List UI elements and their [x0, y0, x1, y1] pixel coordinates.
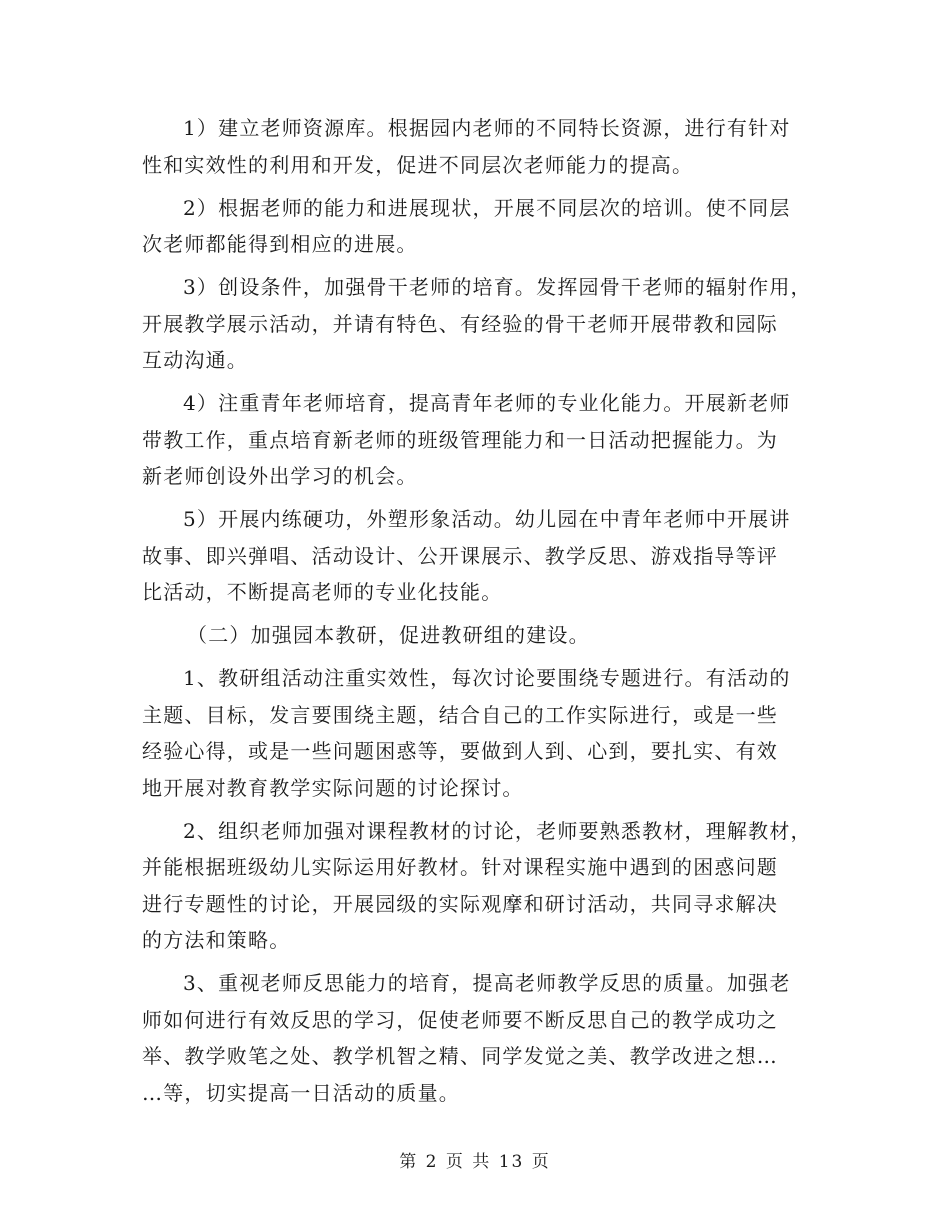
- paragraph-line: 5）开展内练硬功，外塑形象活动。幼儿园在中青年老师中开展讲: [183, 507, 791, 531]
- paragraph-teacher-resource-bank: [142, 110, 817, 183]
- paragraph-line: 开展教学展示活动，并请有特色、有经验的骨干老师开展带教和园际: [142, 311, 778, 336]
- paragraph-line: 3）创设条件，加强骨干老师的培育。发挥园骨干老师的辐射作用，: [183, 275, 812, 299]
- paragraph-line: 新老师创设外出学习的机会。: [142, 464, 418, 488]
- paragraph-backbone-teachers: [142, 269, 817, 379]
- paragraph-line: 主题、目标，发言要围绕主题，结合自己的工作实际进行，或是一些: [142, 702, 778, 727]
- paragraph-line: 性和实效性的利用和开发，促进不同层次老师能力的提高。: [142, 152, 694, 177]
- paragraph-line: 并能根据班级幼儿实际运用好教材。针对课程实施中遇到的困惑问题: [142, 855, 778, 879]
- page-number-footer: 第 2 页 共 13 页: [399, 1152, 551, 1172]
- paragraph-line: 次老师都能得到相应的进展。: [142, 232, 418, 256]
- paragraph-line: 4）注重青年老师培育，提高青年老师的专业化能力。开展新老师: [183, 391, 791, 415]
- paragraph-line: 1、教研组活动注重实效性，每次讨论要围绕专题进行。有活动的: [183, 666, 791, 690]
- paragraph-line: 故事、即兴弹唱、活动设计、公开课展示、教学反思、游戏指导等评: [142, 543, 778, 568]
- paragraph-line: 2）根据老师的能力和进展现状，开展不同层次的培训。使不同层: [183, 195, 791, 220]
- paragraph-line: 比活动，不断提高老师的专业化技能。: [142, 580, 503, 604]
- paragraph-curriculum-discussion: [142, 813, 817, 959]
- paragraph-line: 师如何进行有效反思的学习，促使老师要不断反思自己的教学成功之: [142, 1007, 778, 1032]
- section-heading-teaching-research: [142, 617, 817, 654]
- paragraph-line: 经验心得，或是一些问题困惑等，要做到人到、心到，要扎实、有效: [142, 739, 778, 763]
- paragraph-line: 举、教学败笔之处、教学机智之精、同学发觉之美、教学改进之想…: [142, 1044, 778, 1068]
- paragraph-line: 3、重视老师反思能力的培育，提高老师教学反思的质量。加强老: [183, 971, 791, 995]
- paragraph-line: 互动沟通。: [142, 348, 248, 372]
- paragraph-tiered-training: [142, 190, 817, 263]
- document-body: [142, 110, 817, 1118]
- paragraph-line: 进行专题性的讨论，开展园级的实际观摩和研讨活动，共同寻求解决: [142, 891, 778, 916]
- paragraph-line: 带教工作，重点培育新老师的班级管理能力和一日活动把握能力。为: [142, 427, 778, 452]
- paragraph-line: 的方法和策略。: [142, 928, 291, 952]
- paragraph-line: （二）加强园本教研，促进教研组的建设。: [187, 623, 590, 647]
- paragraph-research-group-effectiveness: [142, 660, 817, 806]
- paragraph-line: 2、组织老师加强对课程教材的讨论，老师要熟悉教材，理解教材，: [183, 818, 812, 843]
- paragraph-line: …等，切实提高一日活动的质量。: [142, 1080, 460, 1105]
- paragraph-young-teachers: [142, 385, 817, 495]
- paragraph-skill-activities: [142, 501, 817, 611]
- paragraph-line: 1）建立老师资源库。根据园内老师的不同特长资源，进行有针对: [183, 116, 791, 140]
- paragraph-line: 地开展对教育教学实际问题的讨论探讨。: [142, 775, 524, 800]
- paragraph-reflection-ability: [142, 965, 817, 1111]
